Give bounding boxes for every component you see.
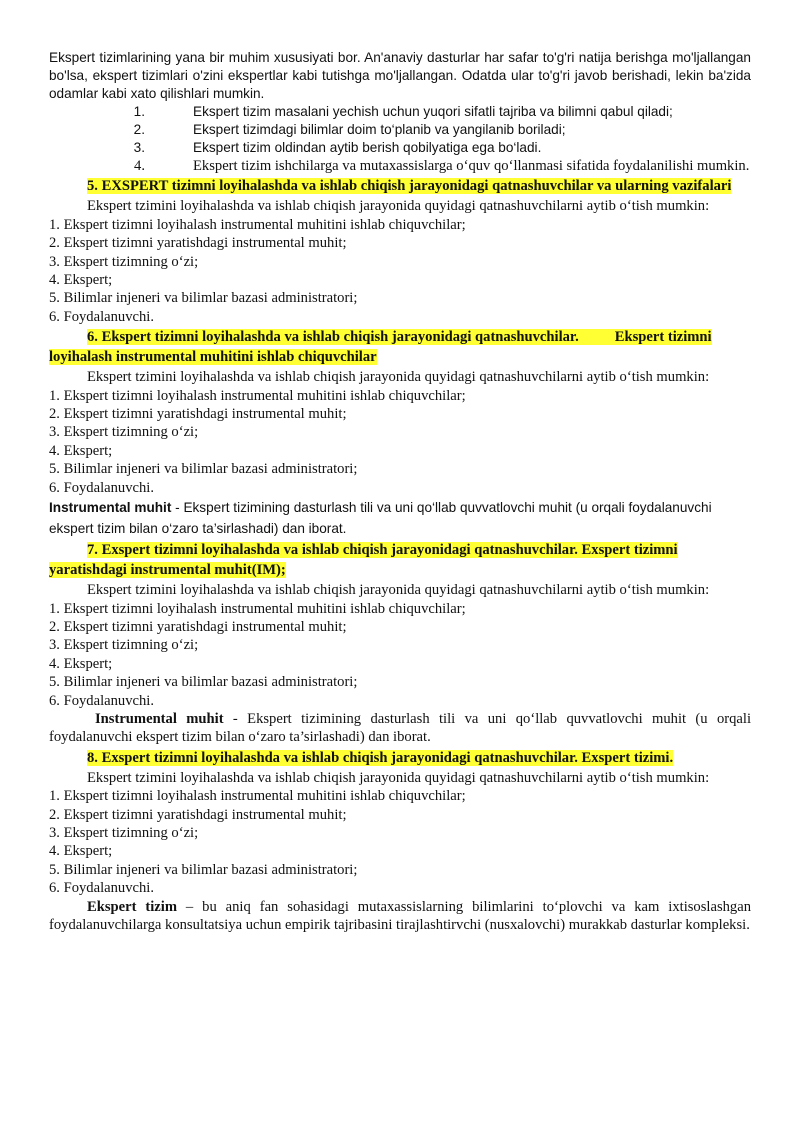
feature-item: 3. Ekspert tizim oldindan aytib berish qobilyatiga ega bo‘ladi. [133,140,542,155]
list-item: 4. Ekspert; [49,272,113,289]
list-item: 5. Bilimlar injeneri va bilimlar bazasi administratori; [49,461,358,478]
list-item: 4. Ekspert; [49,442,113,459]
section-5-participants [49,216,751,326]
list-item: 6. Foydalanuvchi. [49,308,154,325]
list-item: 1. Ekspert tizimni loyihalash instrumental muhitini ishlab chiquvchilar; [49,216,466,233]
list-item: 2. Ekspert tizimni yaratishdagi instrumental muhit; [49,406,347,423]
list-item: 3. Ekspert tizimning o‘zi; [49,637,199,654]
list-item: 5. Bilimlar injeneri va bilimlar bazasi administratori; [49,674,358,691]
section-5-intro: Ekspert tzimini loyihalashda va ishlab chiqish jarayonida quyidagi qatnashuvchilarni aytib o‘tish mumkin: [87,198,710,215]
list-item: 6. Foydalanuvchi. [49,479,154,496]
section-8-intro: Ekspert tzimini loyihalashda va ishlab chiqish jarayonida quyidagi qatnashuvchilarni aytib o‘tish mumkin: [87,769,710,786]
list-item: 6. Foydalanuvchi. [49,880,154,897]
section-7-participants [49,600,751,710]
features-list [49,103,751,175]
list-item: 1. Ekspert tizimni loyihalash instrumental muhitini ishlab chiquvchilar; [49,600,466,617]
list-item: 2. Ekspert tizimni yaratishdagi instrumental muhit; [49,618,347,635]
section-8-participants [49,787,751,897]
list-item: 2. Ekspert tizimni yaratishdagi instrumental muhit; [49,806,347,823]
feature-item: 1. Ekspert tizim masalani yechish uchun yuqori sifatli tajriba va bilimni qabul qiladi; [133,104,673,119]
section-7-definition: Instrumental muhit - Ekspert tizimining dasturlash tili va uni qo‘llab quvvatlovchi muhit (u orqali foydalanuvchi ekspert tizim bilan o‘zaro ta’sirlashadi) dan iborat. [49,710,751,746]
list-item: 5. Bilimlar injeneri va bilimlar bazasi administratori; [49,861,358,878]
list-item: 2. Ekspert tizimni yaratishdagi instrumental muhit; [49,235,347,252]
list-item: 5. Bilimlar injeneri va bilimlar bazasi administratori; [49,290,358,307]
list-item: 6. Foydalanuvchi. [49,692,154,709]
section-8-heading: 8. Exspert tizimni loyihalashda va ishlab chiqish jarayonidagi qatnashuvchilar. Exspert tizimi. [87,749,674,766]
section-6-participants [49,387,751,497]
section-6-intro: Ekspert tzimini loyihalashda va ishlab chiqish jarayonida quyidagi qatnashuvchilarni aytib o‘tish mumkin: [87,369,710,386]
list-item: 4. Ekspert; [49,843,113,860]
feature-item: 4. Ekspert tizim ishchilarga va mutaxassislarga o‘quv qo‘llanmasi sifatida foydalanilishi mumkin. [134,158,750,174]
list-item: 4. Ekspert; [49,655,113,672]
list-item: 3. Ekspert tizimning o‘zi; [49,424,199,441]
feature-item: 2. Ekspert tizimdagi bilimlar doim to‘planib va yangilanib boriladi; [133,122,566,137]
list-item: 1. Ekspert tizimni loyihalash instrumental muhitini ishlab chiquvchilar; [49,387,466,404]
section-7-heading: 7. Exspert tizimni loyihalashda va ishlab chiqish jarayonidagi qatnashuvchilar. Exspert tizimni yaratishdagi instrumental muhit(IM); [49,542,678,579]
section-6-heading: 6. Ekspert tizimni loyihalashda va ishlab chiqish jarayonidagi qatnashuvchilar. Ekspert tizimni loyihalash instrumental muhitini ishlab chiquvchilar [49,329,712,366]
list-item: 3. Ekspert tizimning o‘zi; [49,824,199,841]
list-item: 1. Ekspert tizimni loyihalash instrumental muhitini ishlab chiquvchilar; [49,788,466,805]
intro-paragraph: Ekspert tizimlarining yana bir muhim xususiyati bor. An'anaviy dasturlar har safar to'g'ri natija berishga mo'ljallangan bo'lsa, ekspert tizimlari o'zini ekspertlar kabi tutishga mo'ljallangan. Odatda ular to'g'ri javob berishadi, lekin ba'zida odamlar kabi xato qilishlari mumkin. [49,50,751,101]
section-8-definition: Ekspert tizim – bu aniq fan sohasidagi mutaxassislarning bilimlarini to‘plovchi va kam ixtisoslashgan foydalanuvchilarga konsultatsiya uchun empirik tajribasini tirajlashtirvchi (nusxalovchi) murakkab dasturlar kompleksi. [49,898,751,933]
section-6-definition: Instrumental muhit - Ekspert tizimining dasturlash tili va uni qo‘llab quvvatlovchi muhit (u orqali foydalanuvchi ekspert tizim bilan o‘zaro ta’sirlashadi) dan iborat. [49,500,712,537]
section-5-heading: 5. EXSPERT tizimni loyihalashda va ishlab chiqish jarayonidagi qatnashuvchilar va ularning vazifalari [87,178,732,195]
list-item: 3. Ekspert tizimning o‘zi; [49,253,199,270]
section-7-intro: Ekspert tzimini loyihalashda va ishlab chiqish jarayonida quyidagi qatnashuvchilarni aytib o‘tish mumkin: [87,582,710,599]
